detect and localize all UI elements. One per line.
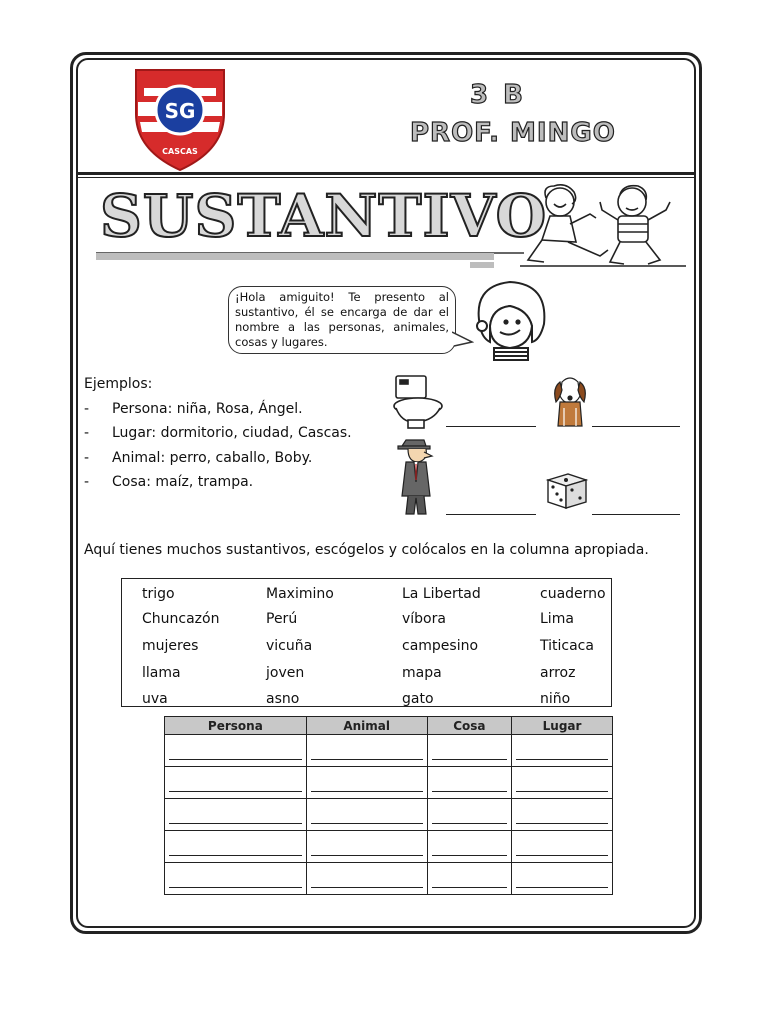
answer-line bbox=[516, 823, 608, 824]
answer-line bbox=[516, 887, 608, 888]
answer-line bbox=[169, 855, 302, 856]
examples-heading: Ejemplos: bbox=[84, 376, 153, 392]
example-text: Persona: niña, Rosa, Ángel. bbox=[112, 400, 303, 417]
grade-label: 3 B bbox=[470, 80, 526, 110]
answer-line bbox=[432, 887, 507, 888]
word-bank-item: asno bbox=[266, 691, 300, 707]
answer-cell[interactable] bbox=[427, 863, 511, 895]
title-underline bbox=[96, 253, 494, 260]
answer-line bbox=[432, 855, 507, 856]
table-row bbox=[165, 831, 613, 863]
answer-blank[interactable] bbox=[446, 514, 536, 515]
answer-line bbox=[432, 823, 507, 824]
word-bank-item: Maximino bbox=[266, 586, 334, 602]
answer-line bbox=[169, 823, 302, 824]
word-bank-item: campesino bbox=[402, 638, 479, 654]
word-bank-item: víbora bbox=[402, 611, 446, 627]
answer-cell[interactable] bbox=[165, 735, 307, 767]
answer-line bbox=[311, 823, 423, 824]
column-header-animal: Animal bbox=[306, 717, 427, 735]
word-bank-item: vicuña bbox=[266, 638, 313, 654]
children-illustration bbox=[520, 180, 690, 272]
table-row bbox=[165, 767, 613, 799]
table-header-row bbox=[165, 717, 613, 735]
answer-cell[interactable] bbox=[306, 863, 427, 895]
dice-icon bbox=[544, 470, 590, 510]
word-bank-item: joven bbox=[266, 665, 305, 681]
word-bank bbox=[121, 578, 612, 707]
answer-line bbox=[516, 759, 608, 760]
example-item: - Animal: perro, caballo, Boby. bbox=[84, 446, 352, 471]
logo-initials: SG bbox=[164, 99, 196, 123]
example-text: Animal: perro, caballo, Boby. bbox=[112, 449, 313, 466]
boy-face-illustration bbox=[470, 276, 552, 366]
answer-line bbox=[311, 759, 423, 760]
table-row bbox=[165, 799, 613, 831]
answer-cell[interactable] bbox=[165, 863, 307, 895]
answer-cell[interactable] bbox=[306, 799, 427, 831]
table-row bbox=[165, 735, 613, 767]
speech-bubble: ¡Hola amiguito! Te presento al sustantivo, él se encarga de dar el nombre a las personas, animales, cosas y lugares. bbox=[228, 286, 456, 354]
answer-cell[interactable] bbox=[427, 735, 511, 767]
answer-blank[interactable] bbox=[592, 514, 680, 515]
answer-cell[interactable] bbox=[306, 767, 427, 799]
answer-blank[interactable] bbox=[592, 426, 680, 427]
word-bank-item: Lima bbox=[540, 611, 574, 627]
title-underline-tick bbox=[470, 262, 494, 268]
word-bank-item: mapa bbox=[402, 665, 442, 681]
answer-line bbox=[516, 791, 608, 792]
answer-cell[interactable] bbox=[512, 799, 613, 831]
word-bank-item: mujeres bbox=[142, 638, 199, 654]
word-bank-item: gato bbox=[402, 691, 434, 707]
word-bank-item: arroz bbox=[540, 665, 576, 681]
dog-icon bbox=[550, 374, 590, 430]
answer-line bbox=[432, 791, 507, 792]
answer-cell[interactable] bbox=[165, 831, 307, 863]
table-body bbox=[165, 735, 613, 895]
toilet-icon bbox=[388, 374, 444, 430]
answer-line bbox=[516, 855, 608, 856]
answer-cell[interactable] bbox=[165, 767, 307, 799]
answer-line bbox=[169, 759, 302, 760]
word-bank-item: Perú bbox=[266, 611, 298, 627]
answer-cell[interactable] bbox=[512, 831, 613, 863]
answer-cell[interactable] bbox=[306, 735, 427, 767]
answer-cell[interactable] bbox=[427, 831, 511, 863]
example-item: - Lugar: dormitorio, ciudad, Cascas. bbox=[84, 421, 352, 446]
instruction-text: Aquí tienes muchos sustantivos, escógelos y colócalos en la columna apropiada. bbox=[84, 542, 649, 558]
header-divider-thin bbox=[78, 177, 694, 178]
classification-table bbox=[164, 716, 613, 895]
answer-line bbox=[432, 759, 507, 760]
examples-list bbox=[84, 372, 352, 495]
column-header-cosa: Cosa bbox=[427, 717, 511, 735]
logo-caption: CASCAS bbox=[162, 147, 198, 156]
answer-blank[interactable] bbox=[446, 426, 536, 427]
word-bank-item: llama bbox=[142, 665, 181, 681]
column-header-persona: Persona bbox=[165, 717, 307, 735]
answer-line bbox=[311, 791, 423, 792]
column-header-lugar: Lugar bbox=[512, 717, 613, 735]
answer-line bbox=[311, 855, 423, 856]
word-bank-item: trigo bbox=[142, 586, 175, 602]
example-text: Cosa: maíz, trampa. bbox=[112, 474, 254, 490]
word-bank-item: niño bbox=[540, 691, 571, 707]
answer-cell[interactable] bbox=[427, 799, 511, 831]
word-bank-item: La Libertad bbox=[402, 586, 481, 602]
page-title: SUSTANTIVO bbox=[100, 182, 548, 250]
answer-cell[interactable] bbox=[512, 863, 613, 895]
word-bank-item: Chuncazón bbox=[142, 611, 220, 627]
answer-cell[interactable] bbox=[512, 767, 613, 799]
table-row bbox=[165, 863, 613, 895]
answer-line bbox=[169, 791, 302, 792]
word-bank-item: Titicaca bbox=[540, 638, 594, 654]
school-shield-logo bbox=[130, 62, 230, 174]
teacher-label: PROF. MINGO bbox=[410, 118, 616, 148]
word-bank-item: uva bbox=[142, 691, 168, 707]
answer-line bbox=[311, 887, 423, 888]
answer-cell[interactable] bbox=[306, 831, 427, 863]
answer-line bbox=[169, 887, 302, 888]
man-icon bbox=[396, 436, 436, 518]
answer-cell[interactable] bbox=[427, 767, 511, 799]
example-text: Lugar: dormitorio, ciudad, Cascas. bbox=[112, 425, 352, 441]
example-item: - Persona: niña, Rosa, Ángel. bbox=[84, 397, 352, 422]
answer-cell[interactable] bbox=[512, 735, 613, 767]
word-bank-item: cuaderno bbox=[540, 586, 606, 602]
example-item: - Cosa: maíz, trampa. bbox=[84, 470, 352, 495]
answer-cell[interactable] bbox=[165, 799, 307, 831]
